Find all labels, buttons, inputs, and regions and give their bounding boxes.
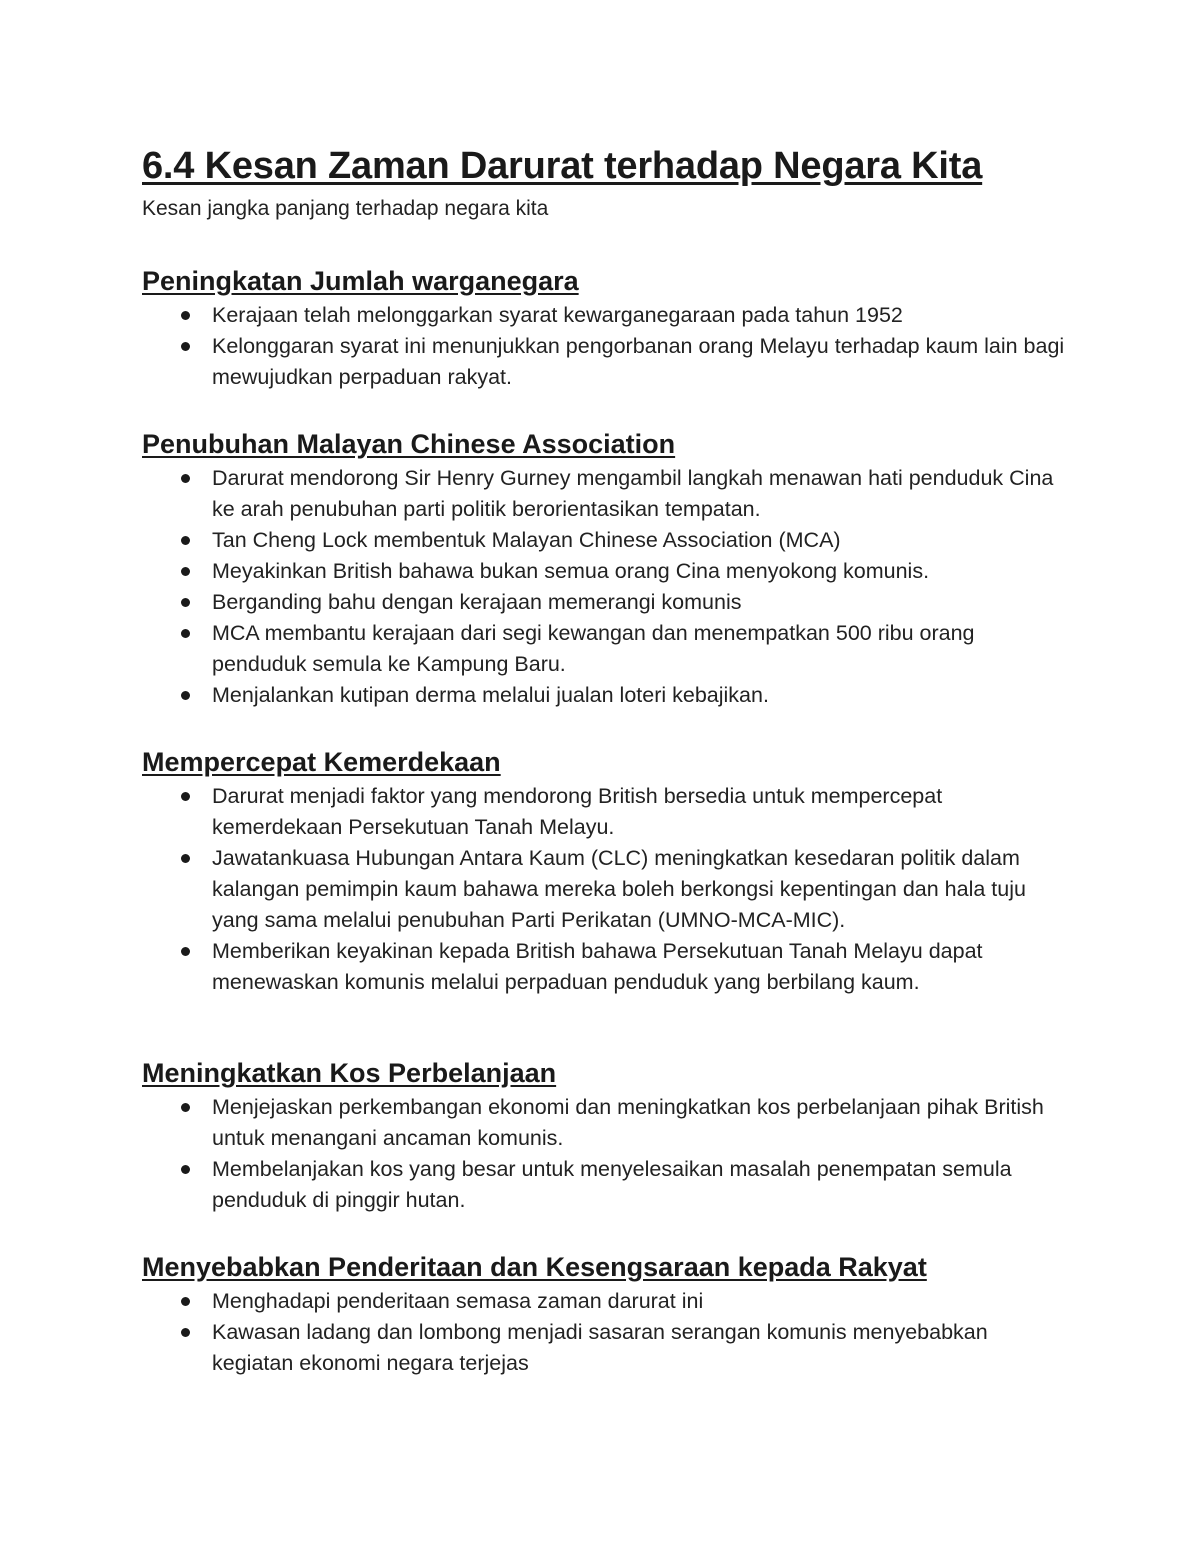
section-heading: Meningkatkan Kos Perbelanjaan: [142, 1058, 557, 1088]
bullet-list: [142, 300, 1070, 393]
bullet-icon: [181, 342, 190, 351]
document-subtitle: Kesan jangka panjang terhadap negara kita: [142, 197, 549, 220]
list-item: Berganding bahu dengan kerajaan memerangi komunis: [142, 587, 1070, 618]
section-heading: Mempercepat Kemerdekaan: [142, 747, 501, 777]
section-heading: Penubuhan Malayan Chinese Association: [142, 429, 676, 459]
bullet-list: [142, 1286, 1070, 1379]
bullet-list: [142, 463, 1070, 711]
bullet-icon: [181, 629, 190, 638]
list-item: Kerajaan telah melonggarkan syarat kewarganegaraan pada tahun 1952: [142, 300, 1070, 331]
bullet-icon: [181, 474, 190, 483]
document-title: 6.4 Kesan Zaman Darurat terhadap Negara Kita: [142, 145, 983, 187]
bullet-list: [142, 781, 1070, 998]
section-peningkatan-warganegara: [142, 262, 1070, 393]
section-penderitaan-rakyat: [142, 1248, 1070, 1379]
list-item: Memberikan keyakinan kepada British bahawa Persekutuan Tanah Melayu dapat menewaskan komunis melalui perpaduan penduduk yang berbilang kaum.: [142, 936, 1070, 998]
section-penubuhan-mca: [142, 425, 1070, 711]
bullet-icon: [181, 854, 190, 863]
list-item: Tan Cheng Lock membentuk Malayan Chinese Association (MCA): [142, 525, 1070, 556]
list-item: Darurat mendorong Sir Henry Gurney mengambil langkah menawan hati penduduk Cina ke arah penubuhan parti politik berorientasikan tempatan.: [142, 463, 1070, 525]
bullet-list: [142, 1092, 1070, 1216]
list-item: Menjejaskan perkembangan ekonomi dan meningkatkan kos perbelanjaan pihak British untuk menangani ancaman komunis.: [142, 1092, 1070, 1154]
list-item: Kawasan ladang dan lombong menjadi sasaran serangan komunis menyebabkan kegiatan ekonomi negara terjejas: [142, 1317, 1070, 1379]
list-item: Kelonggaran syarat ini menunjukkan pengorbanan orang Melayu terhadap kaum lain bagi mewujudkan perpaduan rakyat.: [142, 331, 1070, 393]
bullet-icon: [181, 1165, 190, 1174]
list-item: Menghadapi penderitaan semasa zaman darurat ini: [142, 1286, 1070, 1317]
section-heading: Menyebabkan Penderitaan dan Kesengsaraan kepada Rakyat: [142, 1252, 927, 1282]
list-item: MCA membantu kerajaan dari segi kewangan dan menempatkan 500 ribu orang penduduk semula ke Kampung Baru.: [142, 618, 1070, 680]
section-kos-perbelanjaan: [142, 1054, 1070, 1216]
bullet-icon: [181, 567, 190, 576]
bullet-icon: [181, 947, 190, 956]
section-heading: Peningkatan Jumlah warganegara: [142, 266, 579, 296]
bullet-icon: [181, 598, 190, 607]
bullet-icon: [181, 1103, 190, 1112]
bullet-icon: [181, 311, 190, 320]
list-item: Menjalankan kutipan derma melalui jualan loteri kebajikan.: [142, 680, 1070, 711]
section-mempercepat-kemerdekaan: [142, 743, 1070, 998]
bullet-icon: [181, 1328, 190, 1337]
bullet-icon: [181, 691, 190, 700]
list-item: Membelanjakan kos yang besar untuk menyelesaikan masalah penempatan semula penduduk di pinggir hutan.: [142, 1154, 1070, 1216]
bullet-icon: [181, 792, 190, 801]
bullet-icon: [181, 1297, 190, 1306]
list-item: Darurat menjadi faktor yang mendorong British bersedia untuk mempercepat kemerdekaan Persekutuan Tanah Melayu.: [142, 781, 1070, 843]
list-item: Meyakinkan British bahawa bukan semua orang Cina menyokong komunis.: [142, 556, 1070, 587]
bullet-icon: [181, 536, 190, 545]
list-item: Jawatankuasa Hubungan Antara Kaum (CLC) meningkatkan kesedaran politik dalam kalangan pemimpin kaum bahawa mereka boleh berkongsi kepentingan dan hala tuju yang sama melalui penubuhan Parti Perikatan (UMNO-MCA-MIC).: [142, 843, 1070, 936]
